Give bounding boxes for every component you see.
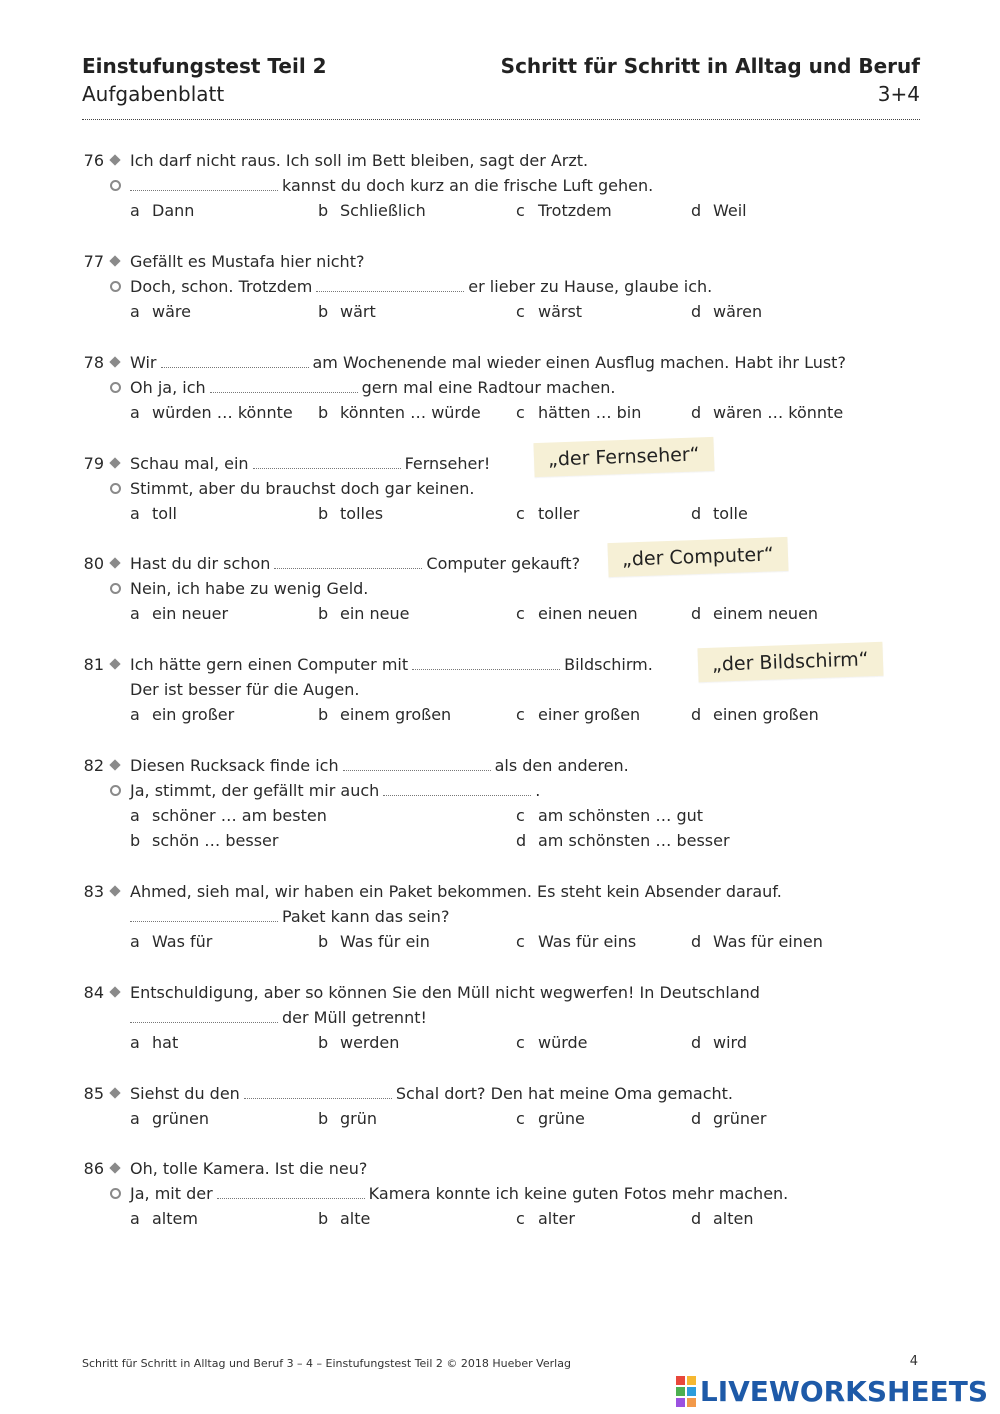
question-text: Oh, tolle Kamera. Ist die neu?	[130, 1159, 368, 1178]
question-text: Diesen Rucksack finde ich	[130, 756, 339, 775]
option-text: tolles	[340, 504, 384, 523]
option-letter: b	[318, 403, 329, 422]
question-number: 77	[83, 252, 104, 271]
option-text: einer großen	[538, 705, 641, 724]
question-text: Entschuldigung, aber so können Sie den Müll nicht wegwerfen! In Deutschland	[130, 983, 760, 1002]
logo-square	[687, 1387, 696, 1396]
option-letter: a	[130, 403, 140, 422]
option-a[interactable]	[130, 1030, 178, 1055]
option-text: könnten … würde	[340, 403, 481, 422]
option-text: wird	[713, 1033, 747, 1052]
option-text: Was für	[152, 932, 213, 951]
answer-blank[interactable]	[412, 655, 560, 670]
worksheet-subtitle: Aufgabenblatt	[82, 82, 225, 106]
option-text: grüner	[713, 1109, 767, 1128]
speaker-a-diamond-icon	[109, 1087, 120, 1098]
question-text: Hast du dir schon	[130, 554, 271, 573]
option-d[interactable]	[691, 299, 762, 324]
option-letter: b	[318, 604, 329, 623]
question-text: Der ist besser für die Augen.	[130, 680, 360, 699]
option-text: ein neuer	[152, 604, 229, 623]
question-number: 86	[83, 1159, 104, 1178]
option-letter: b	[318, 705, 329, 724]
question-line	[130, 1181, 788, 1206]
option-d[interactable]	[691, 929, 823, 954]
question-line	[130, 1081, 733, 1106]
question-text: Ahmed, sieh mal, wir haben ein Paket bekommen. Es steht kein Absender darauf.	[130, 882, 782, 901]
question-line	[130, 1005, 427, 1030]
option-b[interactable]	[318, 198, 426, 223]
option-d[interactable]	[691, 501, 748, 526]
question-text: Oh ja, ich	[130, 378, 206, 397]
option-text: würde	[538, 1033, 588, 1052]
question-text: er lieber zu Hause, glaube ich.	[468, 277, 713, 296]
option-letter: b	[318, 504, 329, 523]
speaker-a-diamond-icon	[109, 457, 120, 468]
option-b[interactable]	[318, 400, 481, 425]
speaker-b-circle-icon	[110, 382, 121, 393]
option-letter: a	[130, 806, 140, 825]
option-a[interactable]	[130, 1206, 198, 1231]
option-letter: a	[130, 1109, 140, 1128]
option-b[interactable]	[318, 501, 383, 526]
option-c[interactable]	[516, 1030, 588, 1055]
question-number: 79	[83, 454, 104, 473]
option-letter: a	[130, 932, 140, 951]
option-letter: c	[516, 1209, 525, 1228]
question-text: als den anderen.	[494, 756, 629, 775]
question-number: 76	[83, 151, 104, 170]
question-line	[130, 980, 760, 1005]
option-text: einem neuen	[713, 604, 819, 623]
option-text: einen neuen	[538, 604, 638, 623]
question-number: 83	[83, 882, 104, 901]
option-a[interactable]	[130, 929, 212, 954]
option-text: wären	[713, 302, 763, 321]
question-text: Ich darf nicht raus. Ich soll im Bett bleiben, sagt der Arzt.	[130, 151, 589, 170]
option-text: hat	[152, 1033, 179, 1052]
answer-blank[interactable]	[343, 756, 491, 771]
speaker-a-diamond-icon	[109, 986, 120, 997]
question-line	[130, 375, 615, 400]
question-line	[130, 148, 588, 173]
option-c[interactable]	[516, 1206, 575, 1231]
option-letter: c	[516, 806, 525, 825]
book-title: Schritt für Schritt in Alltag und Beruf	[500, 54, 920, 78]
option-d[interactable]	[516, 828, 730, 853]
question-line	[130, 576, 368, 601]
option-letter: a	[130, 1033, 140, 1052]
answer-blank[interactable]	[316, 277, 464, 292]
option-c[interactable]	[516, 198, 612, 223]
option-d[interactable]	[691, 1030, 747, 1055]
speaker-a-diamond-icon	[109, 759, 120, 770]
question-line	[130, 274, 712, 299]
option-letter: d	[691, 1109, 702, 1128]
speaker-a-diamond-icon	[109, 255, 120, 266]
option-c[interactable]	[516, 1106, 585, 1131]
option-letter: c	[516, 302, 525, 321]
question-line	[130, 1156, 367, 1181]
option-c[interactable]	[516, 803, 703, 828]
question-text: Wir	[130, 353, 157, 372]
option-text: würden … könnte	[152, 403, 293, 422]
question-line	[130, 451, 490, 476]
question-text: Gefällt es Mustafa hier nicht?	[130, 252, 365, 271]
option-text: am schönsten … gut	[538, 806, 704, 825]
option-text: grüne	[538, 1109, 585, 1128]
option-letter: c	[516, 932, 525, 951]
speaker-b-circle-icon	[110, 180, 121, 191]
speaker-a-diamond-icon	[109, 356, 120, 367]
answer-blank[interactable]	[253, 454, 401, 469]
option-b[interactable]	[318, 702, 451, 727]
answer-blank[interactable]	[244, 1084, 392, 1099]
question-line	[130, 350, 846, 375]
option-letter: c	[516, 1109, 525, 1128]
question-text: Bildschirm.	[564, 655, 653, 674]
option-letter: d	[691, 302, 702, 321]
option-letter: d	[691, 201, 702, 220]
option-letter: b	[318, 932, 329, 951]
option-b[interactable]	[318, 1206, 370, 1231]
option-a[interactable]	[130, 400, 293, 425]
header-left	[82, 52, 327, 108]
question-line	[130, 778, 540, 803]
liveworksheets-wordmark: LIVEWORKSHEETS	[699, 1374, 988, 1408]
option-letter: d	[691, 1209, 702, 1228]
option-letter: b	[318, 1109, 329, 1128]
option-text: am schönsten … besser	[538, 831, 730, 850]
option-letter: b	[318, 1033, 329, 1052]
question-line	[130, 551, 580, 576]
option-d[interactable]	[691, 702, 819, 727]
question-text: Schau mal, ein	[130, 454, 249, 473]
speaker-b-circle-icon	[110, 483, 121, 494]
option-b[interactable]	[318, 299, 376, 324]
option-text: schöner … am besten	[152, 806, 327, 825]
option-d[interactable]	[691, 1206, 754, 1231]
speaker-a-diamond-icon	[109, 557, 120, 568]
option-letter: c	[516, 604, 525, 623]
option-letter: b	[318, 1209, 329, 1228]
option-text: Weil	[713, 201, 747, 220]
speaker-b-circle-icon	[110, 281, 121, 292]
option-text: alte	[340, 1209, 371, 1228]
question-number: 81	[83, 655, 104, 674]
answer-blank[interactable]	[130, 176, 278, 191]
option-text: werden	[340, 1033, 400, 1052]
answer-blank[interactable]	[130, 1008, 278, 1023]
option-text: Was für einen	[713, 932, 823, 951]
option-text: grünen	[152, 1109, 209, 1128]
option-b[interactable]	[130, 828, 278, 853]
speaker-a-diamond-icon	[109, 1162, 120, 1173]
answer-blank[interactable]	[210, 378, 358, 393]
option-c[interactable]	[516, 929, 636, 954]
option-letter: d	[516, 831, 527, 850]
speaker-b-circle-icon	[110, 583, 121, 594]
option-b[interactable]	[318, 929, 430, 954]
question-text: Schal dort? Den hat meine Oma gemacht.	[395, 1084, 734, 1103]
question-line	[130, 476, 474, 501]
option-a[interactable]	[130, 299, 191, 324]
logo-square	[676, 1398, 685, 1407]
question-number: 78	[83, 353, 104, 372]
option-text: einen großen	[713, 705, 819, 724]
question-number: 85	[83, 1084, 104, 1103]
question-number: 84	[83, 983, 104, 1002]
logo-square	[687, 1398, 696, 1407]
option-text: Was für ein	[340, 932, 430, 951]
option-text: schön … besser	[152, 831, 279, 850]
question-number: 82	[83, 756, 104, 775]
liveworksheets-icon	[676, 1376, 696, 1407]
answer-blank[interactable]	[130, 907, 278, 922]
footer-copyright: Schritt für Schritt in Alltag und Beruf 3 – 4 – Einstufungstest Teil 2 © 2018 Hueber Verlag	[82, 1357, 571, 1370]
option-text: Was für eins	[538, 932, 637, 951]
option-b[interactable]	[318, 1106, 377, 1131]
question-line	[130, 173, 653, 198]
option-letter: d	[691, 604, 702, 623]
worksheet-title: Einstufungstest Teil 2	[82, 54, 327, 78]
option-text: Dann	[152, 201, 195, 220]
hint-note: „der Bildschirm“	[697, 642, 883, 682]
question-text: Kamera konnte ich keine guten Fotos mehr machen.	[368, 1184, 789, 1203]
logo-square	[676, 1387, 685, 1396]
speaker-a-diamond-icon	[109, 154, 120, 165]
question-text: der Müll getrennt!	[282, 1008, 427, 1027]
option-d[interactable]	[691, 601, 818, 626]
option-text: Trotzdem	[538, 201, 612, 220]
option-a[interactable]	[130, 1106, 209, 1131]
option-a[interactable]	[130, 601, 228, 626]
option-letter: c	[516, 1033, 525, 1052]
option-letter: a	[130, 604, 140, 623]
option-text: Schließlich	[340, 201, 426, 220]
option-c[interactable]	[516, 601, 638, 626]
option-letter: d	[691, 705, 702, 724]
speaker-a-diamond-icon	[109, 885, 120, 896]
option-letter: a	[130, 302, 140, 321]
question-line	[130, 753, 629, 778]
option-text: alter	[538, 1209, 575, 1228]
option-d[interactable]	[691, 400, 843, 425]
question-line	[130, 904, 449, 929]
question-text: Ich hätte gern einen Computer mit	[130, 655, 409, 674]
question-text: kannst du doch kurz an die frische Luft gehen.	[282, 176, 654, 195]
logo-square	[676, 1376, 685, 1385]
header-right	[501, 52, 920, 108]
option-letter: b	[318, 302, 329, 321]
hint-note: „der Computer“	[607, 537, 788, 577]
option-c[interactable]	[516, 299, 582, 324]
option-text: einem großen	[340, 705, 452, 724]
speaker-a-diamond-icon	[109, 658, 120, 669]
option-text: grün	[340, 1109, 378, 1128]
question-line	[130, 879, 782, 904]
hint-note: „der Fernseher“	[533, 437, 714, 477]
option-letter: d	[691, 504, 702, 523]
option-letter: a	[130, 504, 140, 523]
question-text: am Wochenende mal wieder einen Ausflug machen. Habt ihr Lust?	[312, 353, 846, 372]
question-line	[130, 652, 653, 677]
answer-blank[interactable]	[217, 1184, 365, 1199]
option-text: toller	[538, 504, 580, 523]
option-text: alten	[713, 1209, 754, 1228]
logo-square	[687, 1376, 696, 1385]
option-c[interactable]	[516, 400, 641, 425]
option-c[interactable]	[516, 702, 640, 727]
question-text: Paket kann das sein?	[282, 907, 450, 926]
option-d[interactable]	[691, 198, 747, 223]
question-line	[130, 249, 364, 274]
option-a[interactable]	[130, 803, 327, 828]
option-a[interactable]	[130, 501, 177, 526]
question-text: Doch, schon. Trotzdem	[130, 277, 313, 296]
page-number: 4	[909, 1354, 918, 1369]
question-text: Computer gekauft?	[426, 554, 581, 573]
answer-blank[interactable]	[383, 781, 531, 796]
option-letter: c	[516, 403, 525, 422]
answer-blank[interactable]	[274, 554, 422, 569]
option-text: wärst	[538, 302, 583, 321]
option-text: wären … könnte	[713, 403, 844, 422]
question-number: 80	[83, 554, 104, 573]
option-b[interactable]	[318, 1030, 399, 1055]
option-letter: a	[130, 1209, 140, 1228]
question-text: Fernseher!	[404, 454, 491, 473]
option-text: wäre	[152, 302, 191, 321]
option-text: wärt	[340, 302, 376, 321]
option-letter: d	[691, 932, 702, 951]
question-text: .	[535, 781, 541, 800]
option-letter: d	[691, 1033, 702, 1052]
question-text: Stimmt, aber du brauchst doch gar keinen.	[130, 479, 475, 498]
question-text: Nein, ich habe zu wenig Geld.	[130, 579, 369, 598]
option-letter: c	[516, 504, 525, 523]
option-letter: c	[516, 705, 525, 724]
option-letter: b	[318, 201, 329, 220]
option-letter: a	[130, 705, 140, 724]
option-letter: a	[130, 201, 140, 220]
question-text: Siehst du den	[130, 1084, 240, 1103]
answer-blank[interactable]	[161, 353, 309, 368]
option-c[interactable]	[516, 501, 579, 526]
option-text: ein neue	[340, 604, 410, 623]
option-b[interactable]	[318, 601, 409, 626]
option-text: hätten … bin	[538, 403, 642, 422]
header-divider	[82, 119, 920, 120]
speaker-b-circle-icon	[110, 1188, 121, 1199]
option-letter: c	[516, 201, 525, 220]
option-text: tolle	[713, 504, 748, 523]
option-text: altem	[152, 1209, 198, 1228]
question-line	[130, 677, 359, 702]
option-a[interactable]	[130, 702, 234, 727]
option-d[interactable]	[691, 1106, 766, 1131]
option-letter: d	[691, 403, 702, 422]
option-text: ein großer	[152, 705, 235, 724]
question-text: gern mal eine Radtour machen.	[361, 378, 616, 397]
option-text: toll	[152, 504, 177, 523]
level-label: 3+4	[877, 82, 920, 106]
question-text: Ja, mit der	[130, 1184, 213, 1203]
liveworksheets-logo	[676, 1374, 988, 1408]
option-letter: b	[130, 831, 141, 850]
speaker-b-circle-icon	[110, 785, 121, 796]
question-text: Ja, stimmt, der gefällt mir auch	[130, 781, 380, 800]
option-a[interactable]	[130, 198, 194, 223]
